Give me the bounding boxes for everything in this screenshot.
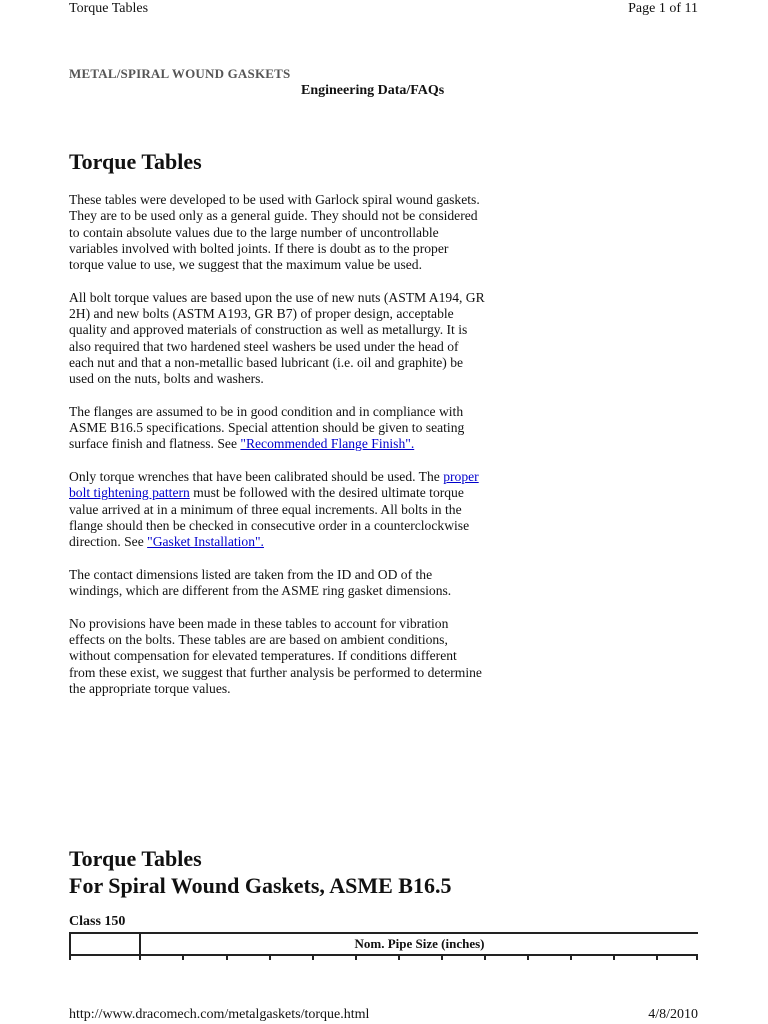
paragraph-flange-text: The flanges are assumed to be in good condition and in compliance with ASME B16.5 specifications. Special attention should be given to seating surface finish and flatness. See bbox=[69, 403, 465, 452]
table-column-divider bbox=[441, 954, 443, 960]
table-column-divider bbox=[355, 954, 357, 960]
table-column-divider bbox=[226, 954, 228, 960]
recommended-flange-finish-link[interactable]: "Recommended Flange Finish". bbox=[240, 436, 415, 452]
intro-content bbox=[69, 192, 485, 714]
page-title: Torque Tables bbox=[69, 149, 202, 174]
section-title-line-1: Torque Tables bbox=[69, 846, 202, 871]
print-footer-date: 4/8/2010 bbox=[648, 1007, 698, 1022]
paragraph-contact-dimensions: The contact dimensions listed are taken from the ID and OD of the windings, which are different from the ASME ring gasket dimensions. bbox=[69, 566, 452, 599]
table-column-divider bbox=[182, 954, 184, 960]
table-column-divider bbox=[139, 954, 141, 960]
gasket-installation-link[interactable]: "Gasket Installation". bbox=[147, 534, 264, 550]
table-column-divider bbox=[69, 954, 71, 960]
print-header-page-number: Page 1 of 11 bbox=[628, 1, 698, 16]
paragraph-wrench-text-1: Only torque wrenches that have been calibrated should be used. The bbox=[69, 469, 444, 485]
table-column-divider bbox=[570, 954, 572, 960]
section-brand: METAL/SPIRAL WOUND GASKETS bbox=[69, 66, 291, 81]
table-header-nominal-pipe-size: Nom. Pipe Size (inches) bbox=[141, 934, 698, 956]
paragraph-torque-wrenches bbox=[69, 469, 485, 550]
paragraph-general-guide: These tables were developed to be used with Garlock spiral wound gaskets. They are to be used only as a general guide. They should not be considered to contain absolute values due to the large number of uncontrollable variables involved with bolted joints. If there is doubt as to the proper torque value to use, we suggest that the maximum value be used. bbox=[69, 192, 480, 273]
table-column-divider bbox=[398, 954, 400, 960]
torque-tables-section-title bbox=[69, 845, 451, 899]
table-column-divider bbox=[269, 954, 271, 960]
table-column-divider bbox=[696, 954, 698, 960]
paragraph-vibration-effects: No provisions have been made in these tables to account for vibration effects on the bolts. These tables are are based on ambient conditions, without compensation for elevated temperatures. If conditions different from these exist, we suggest that further analysis be performed to determine the appropriate torque values. bbox=[69, 615, 482, 696]
bolt-tightening-pattern-link[interactable]: proper bolt tightening pattern bbox=[69, 469, 479, 501]
section-title-line-2: For Spiral Wound Gaskets, ASME B16.5 bbox=[69, 873, 452, 898]
subsection-title: Engineering Data/FAQs bbox=[301, 83, 445, 98]
print-footer-url: http://www.dracomech.com/metalgaskets/torque.html bbox=[69, 1007, 370, 1022]
print-header-title: Torque Tables bbox=[69, 1, 149, 16]
paragraph-bolt-requirements: All bolt torque values are based upon the use of new nuts (ASTM A194, GR 2H) and new bolts (ASTM A193, GR B7) of proper design, acceptable quality and approved materials of construction as well as metallurgy. It is also required that two hardened steel washers be used under the head of each nut and that a non-metallic based lubricant (i.e. oil and graphite) be used on the nuts, bolts and washers. bbox=[69, 289, 485, 387]
paragraph-wrench-text-2: must be followed with the desired ultimate torque value arrived at in a minimum of three equal increments. All bolts in the flange should then be checked in consecutive order in a counterclockwise direction. See bbox=[69, 485, 470, 550]
table-column-divider bbox=[656, 954, 658, 960]
table-corner-cell bbox=[71, 934, 141, 956]
table-column-divider bbox=[613, 954, 615, 960]
class-150-label: Class 150 bbox=[69, 914, 126, 929]
table-column-divider bbox=[527, 954, 529, 960]
table-column-divider bbox=[484, 954, 486, 960]
paragraph-flange-condition bbox=[69, 404, 485, 453]
table-column-divider bbox=[312, 954, 314, 960]
torque-table bbox=[69, 932, 698, 956]
